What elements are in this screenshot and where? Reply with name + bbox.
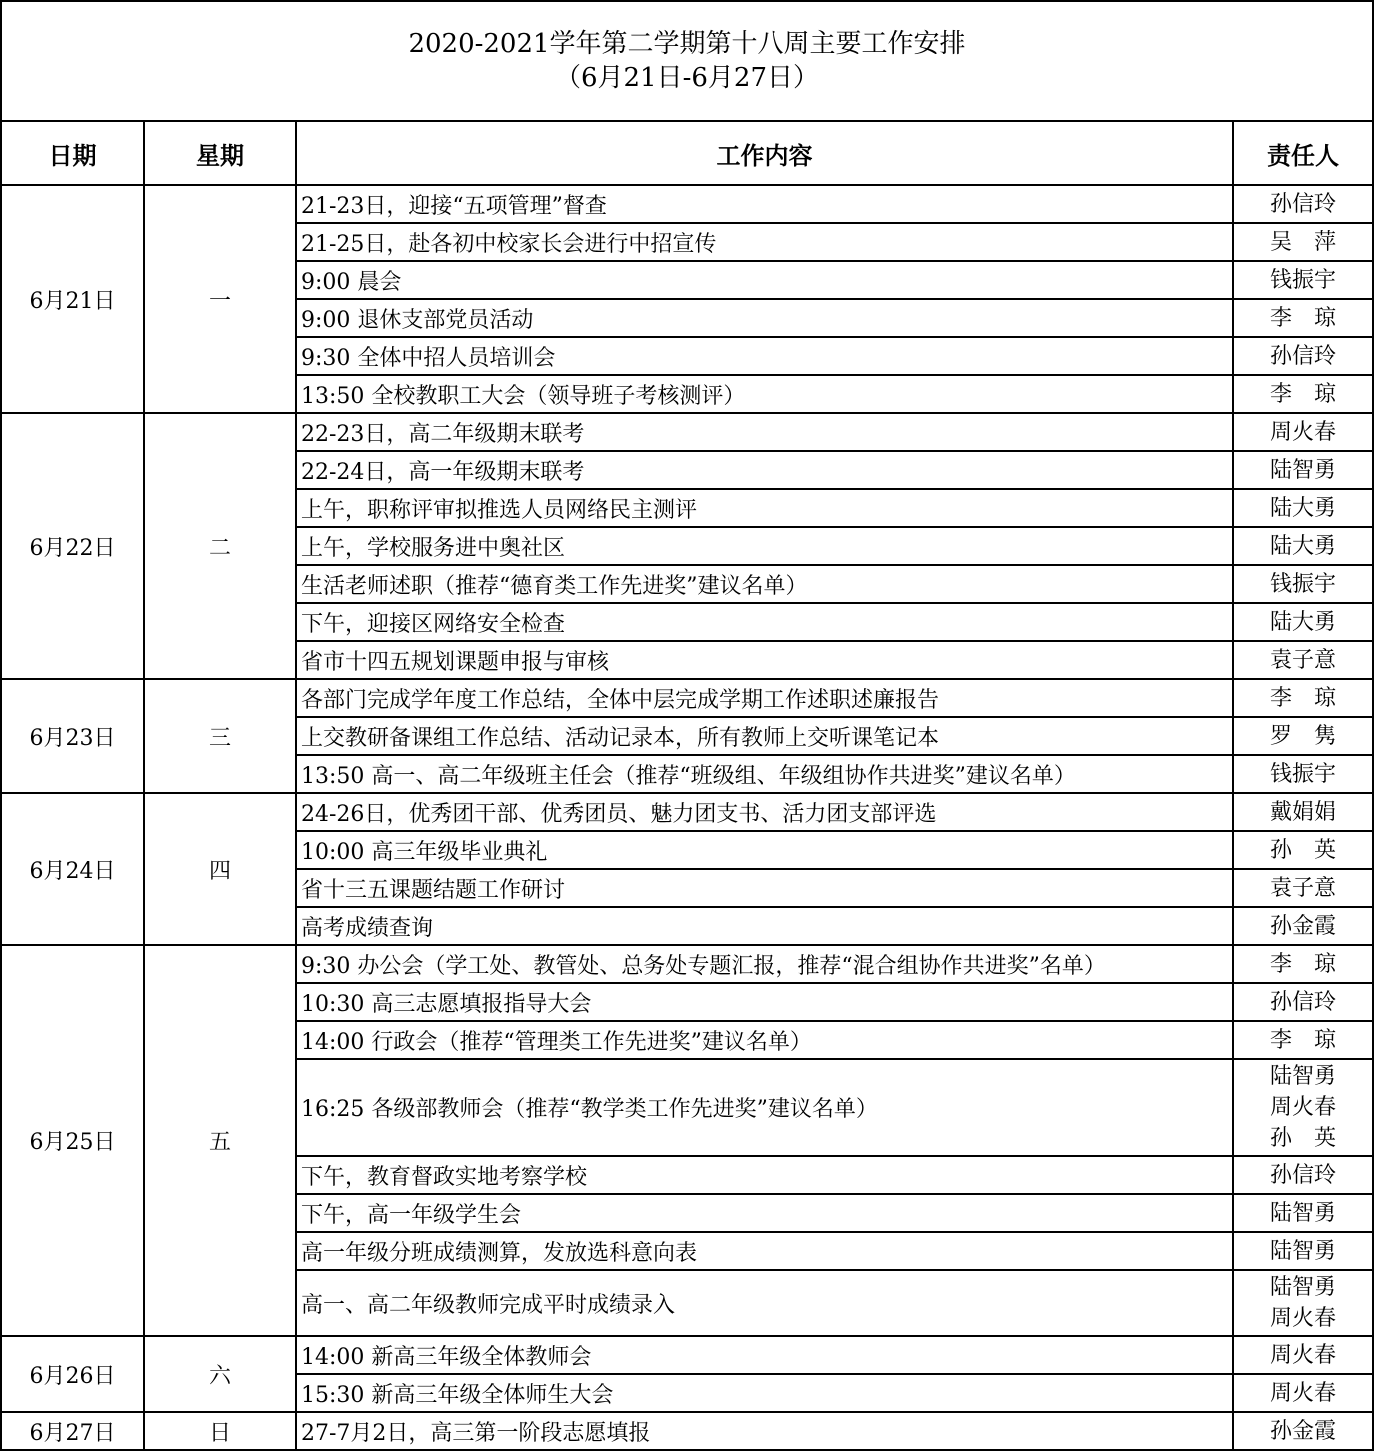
- task-content: 省十三五课题结题工作研讨: [296, 869, 1233, 907]
- header-content: 工作内容: [296, 121, 1233, 185]
- task-content: 9:00 晨会: [296, 261, 1233, 299]
- owner-name: 孙信玲: [1269, 343, 1336, 369]
- task-content: 上午，职称评审拟推选人员网络民主测评: [296, 489, 1233, 527]
- task-content: 15:30 新高三年级全体师生大会: [296, 1374, 1233, 1412]
- owner-name: 李 琼: [1269, 305, 1336, 331]
- owner-cell: [1233, 1156, 1373, 1194]
- owner-name: 周火春: [1269, 1306, 1336, 1331]
- title-line-2: （6月21日-6月27日）: [554, 63, 820, 93]
- weekday-cell: 四: [144, 793, 296, 945]
- task-content: 10:30 高三志愿填报指导大会: [296, 983, 1233, 1021]
- task-content: 上交教研备课组工作总结、活动记录本，所有教师上交听课笔记本: [296, 717, 1233, 755]
- owner-name: 吴 萍: [1269, 229, 1336, 255]
- table-row: [1, 945, 1373, 983]
- date-cell: 6月26日: [1, 1336, 144, 1412]
- schedule-body: [1, 1, 1373, 1450]
- task-content: 各部门完成学年度工作总结，全体中层完成学期工作述职述廉报告: [296, 679, 1233, 717]
- owner-cell: [1233, 337, 1373, 375]
- table-row: [1, 185, 1373, 223]
- owner-name: 孙金霞: [1269, 913, 1336, 939]
- owner-name: 李 琼: [1269, 685, 1336, 711]
- task-content: 9:30 办公会（学工处、教管处、总务处专题汇报，推荐“混合组协作共进奖”名单）: [296, 945, 1233, 983]
- owner-name: 陆智勇: [1269, 1064, 1336, 1089]
- task-content: 下午，高一年级学生会: [296, 1194, 1233, 1232]
- owner-name: 钱振宇: [1269, 571, 1336, 597]
- owner-cell: [1233, 261, 1373, 299]
- task-content: 9:30 全体中招人员培训会: [296, 337, 1233, 375]
- task-content: 下午，教育督政实地考察学校: [296, 1156, 1233, 1194]
- date-cell: 6月21日: [1, 185, 144, 413]
- owner-cell: [1233, 1374, 1373, 1412]
- owner-cell: [1233, 641, 1373, 679]
- owner-cell: [1233, 1232, 1373, 1270]
- table-row: [1, 793, 1373, 831]
- owner-name: 陆大勇: [1269, 495, 1336, 521]
- owner-cell: [1233, 223, 1373, 261]
- owner-name: 孙 英: [1269, 1126, 1336, 1151]
- weekday-cell: 二: [144, 413, 296, 679]
- title-line-1: 2020-2021学年第二学期第十八周主要工作安排: [408, 29, 966, 59]
- header-date: 日期: [1, 121, 144, 185]
- task-content: 上午，学校服务进中奥社区: [296, 527, 1233, 565]
- owner-cell: [1233, 1194, 1373, 1232]
- owner-cell: [1233, 1336, 1373, 1374]
- owner-name: 陆智勇: [1269, 1275, 1336, 1300]
- owner-cell: [1233, 565, 1373, 603]
- date-cell: 6月22日: [1, 413, 144, 679]
- task-content: 21-25日，赴各初中校家长会进行中招宣传: [296, 223, 1233, 261]
- task-content: 16:25 各级部教师会（推荐“教学类工作先进奖”建议名单）: [296, 1059, 1233, 1156]
- table-row: [1, 679, 1373, 717]
- task-content: 22-24日，高一年级期末联考: [296, 451, 1233, 489]
- task-content: 24-26日，优秀团干部、优秀团员、魅力团支书、活力团支部评选: [296, 793, 1233, 831]
- owner-cell: [1233, 907, 1373, 945]
- table-row: [1, 1336, 1373, 1374]
- task-content: 13:50 全校教职工大会（领导班子考核测评）: [296, 375, 1233, 413]
- owner-name: 钱振宇: [1269, 761, 1336, 787]
- owner-name: 袁子意: [1269, 875, 1336, 901]
- owner-name: 戴娟娟: [1269, 799, 1336, 825]
- owner-name: 李 琼: [1269, 1027, 1336, 1053]
- owner-cell: [1233, 755, 1373, 793]
- owner-name: 袁子意: [1269, 647, 1336, 673]
- weekday-cell: 日: [144, 1412, 296, 1450]
- table-row: [1, 1412, 1373, 1450]
- owner-cell: [1233, 679, 1373, 717]
- weekday-cell: 五: [144, 945, 296, 1336]
- owner-name: 李 琼: [1269, 381, 1336, 407]
- owner-cell: [1233, 945, 1373, 983]
- owner-cell: [1233, 1270, 1373, 1336]
- owner-cell: [1233, 793, 1373, 831]
- owner-name: 陆大勇: [1269, 533, 1336, 559]
- date-cell: 6月24日: [1, 793, 144, 945]
- owner-cell: [1233, 603, 1373, 641]
- owner-cell: [1233, 451, 1373, 489]
- table-row: [1, 413, 1373, 451]
- owner-cell: [1233, 185, 1373, 223]
- date-cell: 6月27日: [1, 1412, 144, 1450]
- owner-name: 孙信玲: [1269, 1162, 1336, 1188]
- owner-cell: [1233, 527, 1373, 565]
- owner-name: 孙 英: [1269, 837, 1336, 863]
- weekday-cell: 三: [144, 679, 296, 793]
- owner-name: 周火春: [1269, 419, 1336, 445]
- date-cell: 6月23日: [1, 679, 144, 793]
- page-title: [1, 1, 1373, 121]
- task-content: 10:00 高三年级毕业典礼: [296, 831, 1233, 869]
- task-content: 13:50 高一、高二年级班主任会（推荐“班级组、年级组协作共进奖”建议名单）: [296, 755, 1233, 793]
- owner-cell: [1233, 831, 1373, 869]
- task-content: 14:00 新高三年级全体教师会: [296, 1336, 1233, 1374]
- owner-name: 钱振宇: [1269, 267, 1336, 293]
- task-content: 22-23日，高二年级期末联考: [296, 413, 1233, 451]
- task-content: 27-7月2日，高三第一阶段志愿填报: [296, 1412, 1233, 1450]
- weekday-cell: 六: [144, 1336, 296, 1412]
- weekday-cell: 一: [144, 185, 296, 413]
- owner-name: 周火春: [1269, 1380, 1336, 1406]
- owner-name: 孙金霞: [1269, 1418, 1336, 1444]
- task-content: 9:00 退休支部党员活动: [296, 299, 1233, 337]
- owner-name: 陆大勇: [1269, 609, 1336, 635]
- owner-cell: [1233, 869, 1373, 907]
- task-content: 省市十四五规划课题申报与审核: [296, 641, 1233, 679]
- owner-name: 周火春: [1269, 1095, 1336, 1120]
- owner-name: 孙信玲: [1269, 989, 1336, 1015]
- task-content: 高考成绩查询: [296, 907, 1233, 945]
- header-weekday: 星期: [144, 121, 296, 185]
- date-cell: 6月25日: [1, 945, 144, 1336]
- owner-cell: [1233, 489, 1373, 527]
- owner-name: 孙信玲: [1269, 191, 1336, 217]
- task-content: 生活老师述职（推荐“德育类工作先进奖”建议名单）: [296, 565, 1233, 603]
- header-row: [1, 121, 1373, 185]
- owner-cell: [1233, 413, 1373, 451]
- owner-cell: [1233, 983, 1373, 1021]
- owner-cell: [1233, 717, 1373, 755]
- owner-cell: [1233, 1059, 1373, 1156]
- owner-name: 周火春: [1269, 1342, 1336, 1368]
- owner-name: 陆智勇: [1269, 1238, 1336, 1264]
- owner-name: 罗 隽: [1269, 723, 1336, 749]
- task-content: 高一、高二年级教师完成平时成绩录入: [296, 1270, 1233, 1336]
- owner-cell: [1233, 375, 1373, 413]
- task-content: 下午，迎接区网络安全检查: [296, 603, 1233, 641]
- owner-cell: [1233, 1021, 1373, 1059]
- owner-cell: [1233, 1412, 1373, 1450]
- owner-name: 陆智勇: [1269, 1200, 1336, 1226]
- owner-name: 陆智勇: [1269, 457, 1336, 483]
- header-owner: 责任人: [1233, 121, 1373, 185]
- owner-cell: [1233, 299, 1373, 337]
- task-content: 14:00 行政会（推荐“管理类工作先进奖”建议名单）: [296, 1021, 1233, 1059]
- owner-name: 李 琼: [1269, 951, 1336, 977]
- task-content: 21-23日，迎接“五项管理”督查: [296, 185, 1233, 223]
- task-content: 高一年级分班成绩测算，发放选科意向表: [296, 1232, 1233, 1270]
